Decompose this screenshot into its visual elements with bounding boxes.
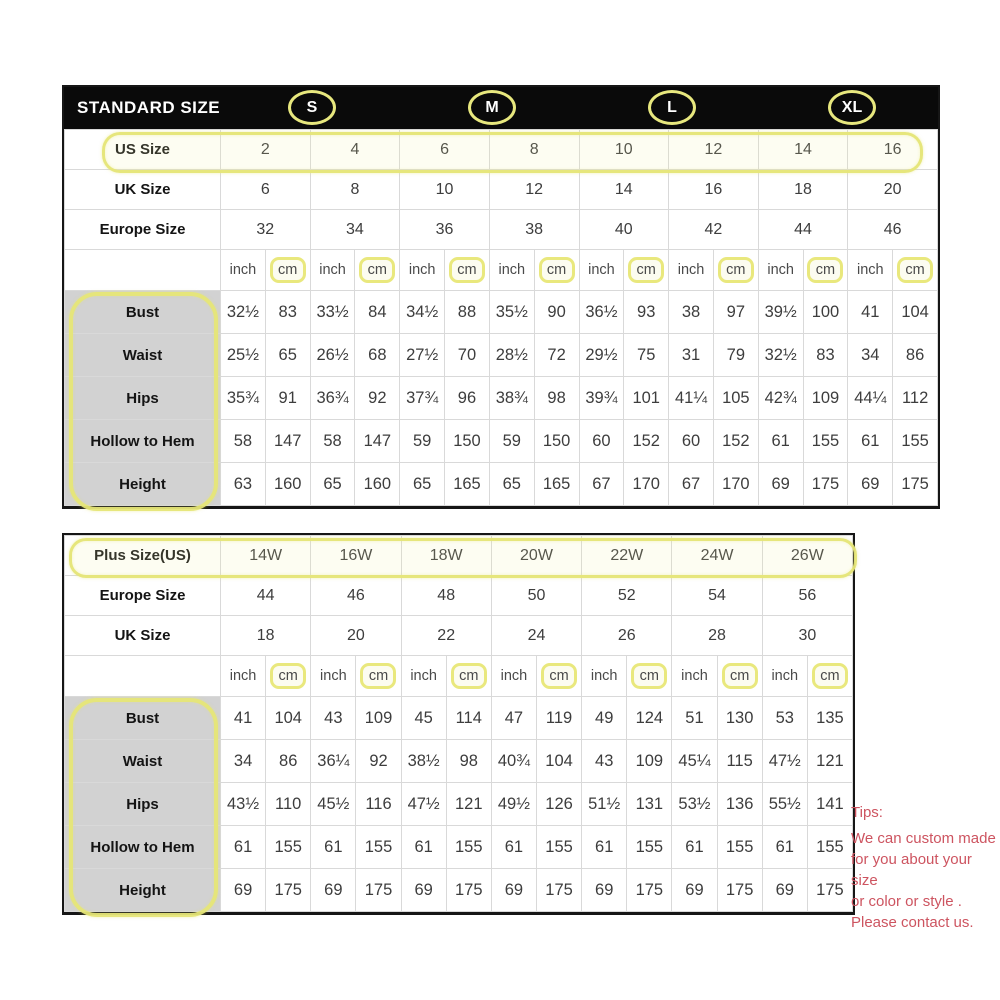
measurement-cm-cell: 170 — [713, 463, 758, 506]
row-label: US Size — [65, 130, 221, 170]
measurement-inch-cell: 36¾ — [310, 377, 355, 420]
measurement-inch-cell: 59 — [489, 420, 534, 463]
row-label: Europe Size — [65, 576, 221, 616]
unit-inch-cell: inch — [310, 250, 355, 291]
cm-highlight-box: cm — [451, 663, 487, 689]
measurement-row — [65, 697, 853, 740]
measurement-cm-cell: 83 — [803, 334, 848, 377]
measurement-inch-cell: 43 — [311, 697, 356, 740]
measurement-cm-cell: 97 — [713, 291, 758, 334]
size-row — [65, 170, 938, 210]
size-value-cell: 4 — [310, 130, 400, 170]
size-value-cell: 14W — [221, 536, 311, 576]
measurement-cm-cell: 100 — [803, 291, 848, 334]
measurement-inch-cell: 61 — [848, 420, 893, 463]
measurement-cm-cell: 165 — [534, 463, 579, 506]
row-label: Height — [65, 869, 221, 912]
unit-inch-cell: inch — [672, 656, 717, 697]
measurement-cm-cell: 175 — [536, 869, 581, 912]
measurement-cm-cell: 121 — [807, 740, 852, 783]
measurement-inch-cell: 61 — [221, 826, 266, 869]
measurement-cm-cell: 155 — [266, 826, 311, 869]
measurement-inch-cell: 69 — [401, 869, 446, 912]
measurement-cm-cell: 105 — [713, 377, 758, 420]
measurement-inch-cell: 39¾ — [579, 377, 624, 420]
measurement-cm-cell: 130 — [717, 697, 762, 740]
measurement-inch-cell: 49 — [582, 697, 627, 740]
measurement-inch-cell: 47½ — [762, 740, 807, 783]
measurement-cm-cell: 155 — [356, 826, 401, 869]
measurement-inch-cell: 60 — [579, 420, 624, 463]
measurement-cm-cell: 70 — [445, 334, 490, 377]
size-value-cell: 16 — [669, 170, 759, 210]
measurement-inch-cell: 31 — [669, 334, 714, 377]
cm-highlight-box: cm — [270, 257, 306, 283]
measurement-cm-cell: 150 — [445, 420, 490, 463]
measurement-cm-cell: 104 — [536, 740, 581, 783]
measurement-inch-cell: 65 — [489, 463, 534, 506]
unit-inch-cell: inch — [848, 250, 893, 291]
measurement-inch-cell: 34 — [221, 740, 266, 783]
measurement-cm-cell: 93 — [624, 291, 669, 334]
measurement-row — [65, 826, 853, 869]
measurement-cm-cell: 112 — [893, 377, 938, 420]
measurement-cm-cell: 86 — [266, 740, 311, 783]
unit-cm-cell — [536, 656, 581, 697]
measurement-inch-cell: 45 — [401, 697, 446, 740]
size-group-s-circle: S — [288, 90, 336, 125]
measurement-inch-cell: 47½ — [401, 783, 446, 826]
unit-inch-cell: inch — [489, 250, 534, 291]
measurement-cm-cell: 119 — [536, 697, 581, 740]
measurement-row — [65, 463, 938, 506]
measurement-cm-cell: 101 — [624, 377, 669, 420]
measurement-inch-cell: 61 — [762, 826, 807, 869]
measurement-cm-cell: 152 — [713, 420, 758, 463]
row-label: Hips — [65, 377, 221, 420]
size-value-cell: 22 — [401, 616, 491, 656]
unit-inch-cell: inch — [491, 656, 536, 697]
measurement-cm-cell: 175 — [446, 869, 491, 912]
measurement-cm-cell: 175 — [803, 463, 848, 506]
size-value-cell: 8 — [310, 170, 400, 210]
cm-highlight-box: cm — [722, 663, 758, 689]
size-value-cell: 56 — [762, 576, 852, 616]
measurement-inch-cell: 40¾ — [491, 740, 536, 783]
size-value-cell: 54 — [672, 576, 762, 616]
size-value-cell: 10 — [400, 170, 490, 210]
size-value-cell: 16W — [311, 536, 401, 576]
measurement-inch-cell: 47 — [491, 697, 536, 740]
measurement-cm-cell: 147 — [355, 420, 400, 463]
measurement-inch-cell: 61 — [582, 826, 627, 869]
measurement-inch-cell: 65 — [400, 463, 445, 506]
measurement-inch-cell: 69 — [672, 869, 717, 912]
unit-inch-cell: inch — [311, 656, 356, 697]
size-value-cell: 42 — [669, 210, 759, 250]
measurement-cm-cell: 104 — [893, 291, 938, 334]
measurement-cm-cell: 115 — [717, 740, 762, 783]
size-value-cell: 32 — [221, 210, 311, 250]
measurement-inch-cell: 61 — [758, 420, 803, 463]
measurement-cm-cell: 88 — [445, 291, 490, 334]
measurement-cm-cell: 136 — [717, 783, 762, 826]
row-label: Waist — [65, 334, 221, 377]
measurement-inch-cell: 27½ — [400, 334, 445, 377]
standard-size-table — [62, 85, 940, 509]
measurement-inch-cell: 45¼ — [672, 740, 717, 783]
measurement-cm-cell: 109 — [803, 377, 848, 420]
measurement-inch-cell: 28½ — [489, 334, 534, 377]
unit-cm-cell — [355, 250, 400, 291]
unit-cm-cell — [265, 250, 310, 291]
row-label: Hollow to Hem — [65, 826, 221, 869]
measurement-cm-cell: 135 — [807, 697, 852, 740]
measurement-cm-cell: 175 — [893, 463, 938, 506]
measurement-cm-cell: 175 — [266, 869, 311, 912]
cm-highlight-box: cm — [539, 257, 575, 283]
measurement-cm-cell: 141 — [807, 783, 852, 826]
measurement-cm-cell: 126 — [536, 783, 581, 826]
unit-row-label — [65, 250, 221, 291]
measurement-inch-cell: 69 — [221, 869, 266, 912]
measurement-inch-cell: 42¾ — [758, 377, 803, 420]
cm-highlight-box: cm — [270, 663, 306, 689]
size-value-cell: 12 — [489, 170, 579, 210]
measurement-inch-cell: 38½ — [401, 740, 446, 783]
row-label: Waist — [65, 740, 221, 783]
size-value-cell: 18W — [401, 536, 491, 576]
size-value-cell: 16 — [848, 130, 938, 170]
size-value-cell: 14 — [579, 170, 669, 210]
measurement-row — [65, 334, 938, 377]
measurement-inch-cell: 32½ — [758, 334, 803, 377]
unit-inch-cell: inch — [400, 250, 445, 291]
size-value-cell: 14 — [758, 130, 848, 170]
custom-made-tips-note — [851, 802, 999, 933]
measurement-inch-cell: 37¾ — [400, 377, 445, 420]
size-value-cell: 28 — [672, 616, 762, 656]
measurement-inch-cell: 65 — [310, 463, 355, 506]
measurement-inch-cell: 69 — [848, 463, 893, 506]
measurement-cm-cell: 79 — [713, 334, 758, 377]
cm-highlight-box: cm — [628, 257, 664, 283]
size-value-cell: 18 — [758, 170, 848, 210]
size-value-cell: 48 — [401, 576, 491, 616]
measurement-cm-cell: 124 — [627, 697, 672, 740]
measurement-inch-cell: 53 — [762, 697, 807, 740]
measurement-inch-cell: 34 — [848, 334, 893, 377]
measurement-inch-cell: 39½ — [758, 291, 803, 334]
measurement-cm-cell: 131 — [627, 783, 672, 826]
unit-cm-cell — [266, 656, 311, 697]
measurement-inch-cell: 61 — [401, 826, 446, 869]
measurement-cm-cell: 86 — [893, 334, 938, 377]
measurement-cm-cell: 155 — [627, 826, 672, 869]
size-value-cell: 12 — [669, 130, 759, 170]
row-label: Europe Size — [65, 210, 221, 250]
cm-highlight-box: cm — [812, 663, 848, 689]
unit-row-label — [65, 656, 221, 697]
cm-highlight-box: cm — [360, 663, 396, 689]
size-table — [64, 129, 938, 506]
row-label: UK Size — [65, 170, 221, 210]
measurement-inch-cell: 58 — [310, 420, 355, 463]
measurement-cm-cell: 175 — [627, 869, 672, 912]
measurement-inch-cell: 53½ — [672, 783, 717, 826]
size-value-cell: 40 — [579, 210, 669, 250]
measurement-inch-cell: 38 — [669, 291, 714, 334]
measurement-cm-cell: 84 — [355, 291, 400, 334]
size-row — [65, 616, 853, 656]
measurement-inch-cell: 59 — [400, 420, 445, 463]
cm-highlight-box: cm — [897, 257, 933, 283]
standard-size-title: STANDARD SIZE — [77, 98, 221, 117]
measurement-cm-cell: 175 — [356, 869, 401, 912]
size-row — [65, 130, 938, 170]
measurement-cm-cell: 98 — [446, 740, 491, 783]
unit-cm-cell — [627, 656, 672, 697]
tips-line: We can custom made — [851, 830, 996, 847]
cm-highlight-box: cm — [807, 257, 843, 283]
size-value-cell: 24W — [672, 536, 762, 576]
measurement-row — [65, 377, 938, 420]
unit-row — [65, 250, 938, 291]
measurement-cm-cell: 155 — [536, 826, 581, 869]
unit-inch-cell: inch — [758, 250, 803, 291]
measurement-inch-cell: 51½ — [582, 783, 627, 826]
size-value-cell: 18 — [221, 616, 311, 656]
measurement-inch-cell: 67 — [669, 463, 714, 506]
unit-cm-cell — [445, 250, 490, 291]
size-value-cell: 44 — [221, 576, 311, 616]
size-value-cell: 8 — [489, 130, 579, 170]
cm-highlight-box: cm — [541, 663, 577, 689]
size-value-cell: 46 — [848, 210, 938, 250]
size-row — [65, 210, 938, 250]
measurement-cm-cell: 116 — [356, 783, 401, 826]
measurement-inch-cell: 41 — [848, 291, 893, 334]
standard-size-header-bar — [64, 87, 938, 129]
measurement-cm-cell: 98 — [534, 377, 579, 420]
measurement-inch-cell: 69 — [311, 869, 356, 912]
size-value-cell: 26W — [762, 536, 852, 576]
tips-line: for you about your size — [851, 851, 972, 889]
measurement-cm-cell: 72 — [534, 334, 579, 377]
measurement-cm-cell: 90 — [534, 291, 579, 334]
row-label: Height — [65, 463, 221, 506]
measurement-inch-cell: 32½ — [221, 291, 266, 334]
measurement-inch-cell: 61 — [672, 826, 717, 869]
size-value-cell: 10 — [579, 130, 669, 170]
unit-cm-cell — [807, 656, 852, 697]
size-group-l-circle: L — [648, 90, 696, 125]
row-label: Hips — [65, 783, 221, 826]
measurement-inch-cell: 61 — [491, 826, 536, 869]
size-group-xl-circle: XL — [828, 90, 876, 125]
measurement-inch-cell: 61 — [311, 826, 356, 869]
measurement-cm-cell: 160 — [355, 463, 400, 506]
size-value-cell: 36 — [400, 210, 490, 250]
measurement-cm-cell: 175 — [717, 869, 762, 912]
measurement-cm-cell: 114 — [446, 697, 491, 740]
unit-cm-cell — [803, 250, 848, 291]
size-value-cell: 20 — [311, 616, 401, 656]
unit-cm-cell — [624, 250, 669, 291]
measurement-inch-cell: 41¼ — [669, 377, 714, 420]
unit-inch-cell: inch — [762, 656, 807, 697]
measurement-cm-cell: 165 — [445, 463, 490, 506]
tips-line: or color or style . — [851, 893, 962, 910]
unit-cm-cell — [713, 250, 758, 291]
measurement-cm-cell: 155 — [807, 826, 852, 869]
measurement-inch-cell: 69 — [758, 463, 803, 506]
size-table — [64, 535, 853, 912]
measurement-inch-cell: 33½ — [310, 291, 355, 334]
size-value-cell: 6 — [221, 170, 311, 210]
measurement-inch-cell: 69 — [491, 869, 536, 912]
measurement-inch-cell: 58 — [221, 420, 266, 463]
measurement-row — [65, 291, 938, 334]
measurement-cm-cell: 109 — [356, 697, 401, 740]
unit-cm-cell — [717, 656, 762, 697]
size-row — [65, 536, 853, 576]
measurement-cm-cell: 121 — [446, 783, 491, 826]
unit-inch-cell: inch — [582, 656, 627, 697]
unit-cm-cell — [893, 250, 938, 291]
cm-highlight-box: cm — [359, 257, 395, 283]
measurement-cm-cell: 109 — [627, 740, 672, 783]
measurement-inch-cell: 38¾ — [489, 377, 534, 420]
measurement-inch-cell: 63 — [221, 463, 266, 506]
measurement-cm-cell: 155 — [893, 420, 938, 463]
measurement-cm-cell: 96 — [445, 377, 490, 420]
plus-size-table — [62, 533, 855, 915]
row-label: Hollow to Hem — [65, 420, 221, 463]
size-value-cell: 6 — [400, 130, 490, 170]
unit-inch-cell: inch — [579, 250, 624, 291]
size-row — [65, 576, 853, 616]
size-value-cell: 20 — [848, 170, 938, 210]
size-group-m-circle: M — [468, 90, 516, 125]
size-value-cell: 46 — [311, 576, 401, 616]
unit-inch-cell: inch — [221, 250, 266, 291]
measurement-inch-cell: 25½ — [221, 334, 266, 377]
row-label: Bust — [65, 291, 221, 334]
unit-inch-cell: inch — [401, 656, 446, 697]
measurement-inch-cell: 35¾ — [221, 377, 266, 420]
measurement-inch-cell: 49½ — [491, 783, 536, 826]
measurement-cm-cell: 92 — [355, 377, 400, 420]
size-value-cell: 22W — [582, 536, 672, 576]
tips-title: Tips: — [851, 804, 883, 821]
tips-line: Please contact us. — [851, 914, 974, 931]
measurement-inch-cell: 41 — [221, 697, 266, 740]
row-label: Plus Size(US) — [65, 536, 221, 576]
unit-inch-cell: inch — [669, 250, 714, 291]
measurement-inch-cell: 69 — [762, 869, 807, 912]
measurement-cm-cell: 104 — [266, 697, 311, 740]
measurement-inch-cell: 55½ — [762, 783, 807, 826]
measurement-inch-cell: 67 — [579, 463, 624, 506]
measurement-inch-cell: 69 — [582, 869, 627, 912]
unit-row — [65, 656, 853, 697]
row-label: Bust — [65, 697, 221, 740]
measurement-cm-cell: 75 — [624, 334, 669, 377]
unit-inch-cell: inch — [221, 656, 266, 697]
cm-highlight-box: cm — [631, 663, 667, 689]
size-value-cell: 50 — [491, 576, 581, 616]
size-value-cell: 52 — [582, 576, 672, 616]
measurement-cm-cell: 147 — [265, 420, 310, 463]
size-value-cell: 30 — [762, 616, 852, 656]
measurement-row — [65, 740, 853, 783]
measurement-inch-cell: 26½ — [310, 334, 355, 377]
measurement-cm-cell: 91 — [265, 377, 310, 420]
measurement-inch-cell: 35½ — [489, 291, 534, 334]
measurement-cm-cell: 92 — [356, 740, 401, 783]
measurement-inch-cell: 44¼ — [848, 377, 893, 420]
measurement-cm-cell: 68 — [355, 334, 400, 377]
cm-highlight-box: cm — [449, 257, 485, 283]
size-value-cell: 38 — [489, 210, 579, 250]
measurement-inch-cell: 51 — [672, 697, 717, 740]
cm-highlight-box: cm — [718, 257, 754, 283]
size-value-cell: 2 — [221, 130, 311, 170]
measurement-cm-cell: 155 — [803, 420, 848, 463]
measurement-cm-cell: 152 — [624, 420, 669, 463]
measurement-inch-cell: 36¼ — [311, 740, 356, 783]
measurement-cm-cell: 170 — [624, 463, 669, 506]
measurement-inch-cell: 29½ — [579, 334, 624, 377]
measurement-inch-cell: 43 — [582, 740, 627, 783]
measurement-inch-cell: 43½ — [221, 783, 266, 826]
measurement-inch-cell: 34½ — [400, 291, 445, 334]
measurement-row — [65, 869, 853, 912]
measurement-inch-cell: 60 — [669, 420, 714, 463]
measurement-cm-cell: 65 — [265, 334, 310, 377]
measurement-row — [65, 783, 853, 826]
measurement-inch-cell: 45½ — [311, 783, 356, 826]
measurement-cm-cell: 150 — [534, 420, 579, 463]
size-value-cell: 44 — [758, 210, 848, 250]
measurement-cm-cell: 175 — [807, 869, 852, 912]
row-label: UK Size — [65, 616, 221, 656]
size-value-cell: 26 — [582, 616, 672, 656]
measurement-cm-cell: 155 — [446, 826, 491, 869]
measurement-cm-cell: 83 — [265, 291, 310, 334]
size-value-cell: 20W — [491, 536, 581, 576]
unit-cm-cell — [446, 656, 491, 697]
unit-cm-cell — [356, 656, 401, 697]
unit-cm-cell — [534, 250, 579, 291]
measurement-row — [65, 420, 938, 463]
measurement-cm-cell: 155 — [717, 826, 762, 869]
measurement-cm-cell: 160 — [265, 463, 310, 506]
measurement-cm-cell: 110 — [266, 783, 311, 826]
size-value-cell: 34 — [310, 210, 400, 250]
measurement-inch-cell: 36½ — [579, 291, 624, 334]
size-value-cell: 24 — [491, 616, 581, 656]
